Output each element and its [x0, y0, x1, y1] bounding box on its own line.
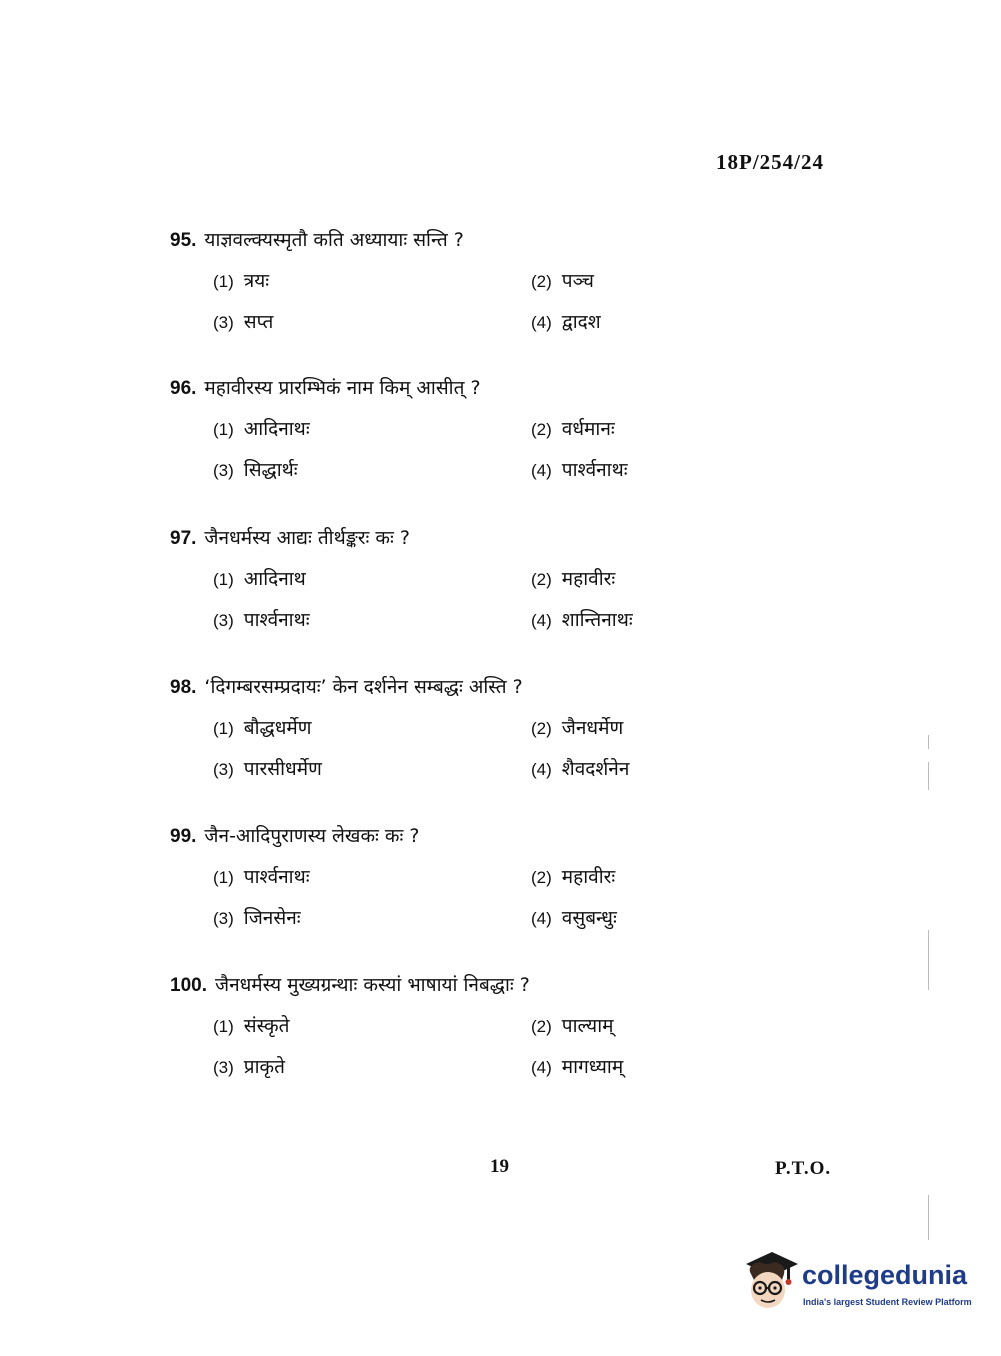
option-number: (1) [213, 719, 234, 738]
option-1 [213, 1012, 531, 1038]
option-text: सप्त [243, 311, 274, 333]
option-number: (2) [531, 719, 552, 738]
option-2 [531, 267, 849, 293]
option-text: पार्श्वनाथः [243, 866, 310, 888]
option-text: मागध्याम् [561, 1056, 624, 1078]
option-4 [531, 456, 849, 482]
option-text: बौद्धधर्मेण [243, 717, 312, 739]
question-number: 96. [170, 378, 197, 399]
option-number: (4) [531, 313, 552, 332]
option-2 [531, 565, 849, 591]
option-number: (4) [531, 611, 552, 630]
question-text: जैन-आदिपुराणस्य लेखकः कः ? [204, 825, 420, 847]
option-number: (4) [531, 1058, 552, 1077]
option-3 [213, 1053, 531, 1079]
option-2 [531, 863, 849, 889]
question-number: 95. [170, 230, 197, 251]
option-1 [213, 565, 531, 591]
question-text: जैनधर्मस्य आद्यः तीर्थङ्करः कः ? [204, 527, 410, 549]
option-1 [213, 267, 531, 293]
option-text: प्राकृते [243, 1056, 285, 1078]
option-number: (2) [531, 570, 552, 589]
option-text: सिद्धार्थः [243, 459, 298, 481]
option-4 [531, 904, 849, 930]
option-3 [213, 456, 531, 482]
collegedunia-logo [742, 1250, 972, 1320]
question-number: 97. [170, 528, 197, 549]
question-98 [170, 673, 870, 785]
question-99 [170, 822, 870, 934]
option-number: (2) [531, 420, 552, 439]
option-number: (3) [213, 611, 234, 630]
pto-label: P.T.O. [775, 1158, 832, 1179]
question-text: याज्ञवल्क्यस्मृतौ कति अध्यायाः सन्ति ? [204, 229, 464, 251]
option-2 [531, 415, 849, 441]
option-text: महावीरः [561, 866, 616, 888]
option-number: (3) [213, 760, 234, 779]
option-4 [531, 1053, 849, 1079]
option-number: (1) [213, 868, 234, 887]
question-text: जैनधर्मस्य मुख्यग्रन्थाः कस्यां भाषायां निबद्धाः ? [214, 974, 530, 996]
option-2 [531, 714, 849, 740]
option-number: (1) [213, 1017, 234, 1036]
option-text: आदिनाथः [243, 418, 310, 440]
mascot-icon [742, 1250, 800, 1312]
question-text: ‘दिगम्बरसम्प्रदायः’ केन दर्शनेन सम्बद्धः अस्ति ? [204, 676, 523, 698]
question-number: 99. [170, 826, 197, 847]
logo-tagline: India's largest Student Review Platform [803, 1297, 972, 1307]
option-text: शान्तिनाथः [561, 609, 633, 631]
option-3 [213, 606, 531, 632]
option-3 [213, 308, 531, 334]
option-4 [531, 308, 849, 334]
option-4 [531, 755, 849, 781]
question-text: महावीरस्य प्रारम्भिकं नाम किम् आसीत् ? [204, 377, 481, 399]
scan-mark [928, 1195, 929, 1240]
option-text: शैवदर्शनेन [561, 758, 630, 780]
paper-code: 18P/254/24 [716, 150, 824, 174]
option-text: द्वादश [561, 311, 601, 333]
question-100 [170, 971, 870, 1083]
question-97 [170, 524, 870, 636]
option-number: (3) [213, 1058, 234, 1077]
option-number: (3) [213, 461, 234, 480]
option-number: (4) [531, 760, 552, 779]
option-number: (1) [213, 420, 234, 439]
option-text: पञ्च [561, 270, 594, 292]
option-text: जिनसेनः [243, 907, 301, 929]
question-number: 98. [170, 677, 197, 698]
option-number: (2) [531, 272, 552, 291]
option-number: (3) [213, 313, 234, 332]
question-95 [170, 226, 870, 338]
option-text: पार्श्वनाथः [243, 609, 310, 631]
option-3 [213, 904, 531, 930]
option-text: वर्धमानः [561, 418, 615, 440]
option-1 [213, 714, 531, 740]
option-text: पारसीधर्मेण [243, 758, 322, 780]
option-text: संस्कृते [243, 1015, 290, 1037]
option-2 [531, 1012, 849, 1038]
page-number: 19 [490, 1156, 509, 1177]
option-text: पाल्याम् [561, 1015, 614, 1037]
scan-mark [928, 930, 929, 990]
option-text: महावीरः [561, 568, 616, 590]
option-text: त्रयः [243, 270, 270, 292]
option-text: पार्श्वनाथः [561, 459, 628, 481]
option-number: (4) [531, 909, 552, 928]
option-1 [213, 863, 531, 889]
option-number: (2) [531, 1017, 552, 1036]
option-number: (1) [213, 570, 234, 589]
option-number: (2) [531, 868, 552, 887]
scan-mark [928, 762, 929, 790]
option-3 [213, 755, 531, 781]
option-number: (3) [213, 909, 234, 928]
option-text: आदिनाथ [243, 568, 306, 590]
option-1 [213, 415, 531, 441]
option-text: वसुबन्धुः [561, 907, 617, 929]
option-4 [531, 606, 849, 632]
question-number: 100. [170, 975, 207, 996]
scan-mark [928, 735, 929, 749]
option-number: (1) [213, 272, 234, 291]
question-96 [170, 374, 870, 486]
option-text: जैनधर्मेण [561, 717, 624, 739]
option-number: (4) [531, 461, 552, 480]
logo-brand-text: collegedunia [802, 1260, 968, 1290]
